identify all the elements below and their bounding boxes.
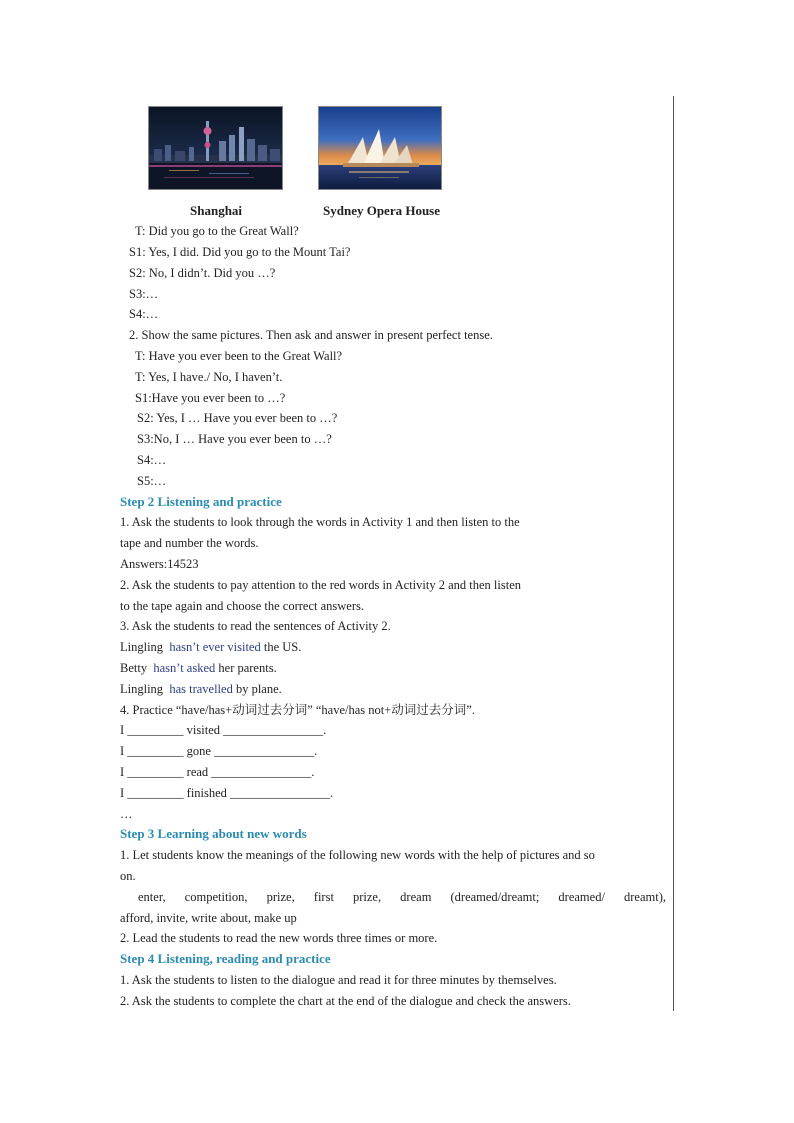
step2-paragraph: 3. Ask the students to read the sentences of Activity 2. <box>120 619 391 633</box>
step-3-heading: Step 3 Learning about new words <box>120 826 307 841</box>
fill-in-line: I _________ gone ________________. <box>120 744 318 758</box>
step4-paragraph: 1. Ask the students to listen to the dialogue and read it for three minutes by themselves. <box>120 973 557 987</box>
dialogue-line: S4:… <box>137 453 167 467</box>
example-subject: Betty <box>120 661 154 675</box>
dialogue-line: S4:… <box>129 307 159 321</box>
example-subject: Lingling <box>120 640 170 654</box>
step4-paragraph: 2. Ask the students to complete the chart at the end of the dialogue and check the answers. <box>120 994 571 1008</box>
dialogue-line: S3:No, I … Have you ever been to …? <box>137 432 332 446</box>
dialogue-line: S1: Yes, I did. Did you go to the Mount Tai? <box>129 245 351 259</box>
highlighted-verb: has travelled <box>169 682 233 696</box>
example-sentence <box>120 660 277 676</box>
dialogue-line: T: Have you ever been to the Great Wall? <box>135 349 343 363</box>
example-subject: Lingling <box>120 682 170 696</box>
example-sentence <box>120 639 301 655</box>
page-border-line <box>673 96 674 1011</box>
dialogue-line: S5:… <box>137 474 167 488</box>
highlighted-verb: hasn’t asked <box>153 661 216 675</box>
example-sentence <box>120 681 282 697</box>
step2-paragraph: tape and number the words. <box>120 536 259 550</box>
highlighted-verb: hasn’t ever visited <box>169 640 261 654</box>
fill-in-line: I _________ finished ________________. <box>120 786 334 800</box>
step2-paragraph: 4. Practice “have/has+动词过去分词” “have/has not+动词过去分词”. <box>120 703 475 717</box>
answers-line: Answers:14523 <box>120 557 199 571</box>
shanghai-caption: Shanghai <box>190 203 243 218</box>
dialogue-line: S3:… <box>129 287 159 301</box>
new-words-list: enter, competition, prize, first prize, dream (dreamed/dreamt; dreamed/ dreamt), <box>138 890 666 904</box>
dialogue-line: S2: Yes, I … Have you ever been to …? <box>137 411 338 425</box>
step3-paragraph: on. <box>120 869 136 883</box>
step-4-heading: Step 4 Listening, reading and practice <box>120 951 331 966</box>
dialogue-line: S2: No, I didn’t. Did you …? <box>129 266 276 280</box>
new-words-list: afford, invite, write about, make up <box>120 911 297 925</box>
fill-in-line: I _________ visited ________________. <box>120 723 327 737</box>
fill-in-line: I _________ read ________________. <box>120 765 315 779</box>
dialogue-line: T: Did you go to the Great Wall? <box>135 224 299 238</box>
ellipsis: … <box>120 807 133 821</box>
dialogue-line: S1:Have you ever been to …? <box>135 391 286 405</box>
step3-paragraph: 2. Lead the students to read the new words three times or more. <box>120 931 438 945</box>
sydney-caption: Sydney Opera House <box>323 203 441 218</box>
step2-paragraph: 1. Ask the students to look through the words in Activity 1 and then listen to the <box>120 515 520 529</box>
example-rest: her parents. <box>215 661 277 675</box>
step2-paragraph: 2. Ask the students to pay attention to the red words in Activity 2 and then listen <box>120 578 521 592</box>
example-rest: the US. <box>260 640 302 654</box>
activity-item-2: 2. Show the same pictures. Then ask and answer in present perfect tense. <box>129 328 493 342</box>
step3-paragraph: 1. Let students know the meanings of the following new words with the help of pictures and so <box>120 848 595 862</box>
shanghai-photo <box>148 106 283 190</box>
step-2-heading: Step 2 Listening and practice <box>120 494 282 509</box>
example-rest: by plane. <box>232 682 282 696</box>
step2-paragraph: to the tape again and choose the correct answers. <box>120 599 364 613</box>
dialogue-line: T: Yes, I have./ No, I haven’t. <box>135 370 283 384</box>
sydney-opera-house-photo <box>318 106 442 190</box>
